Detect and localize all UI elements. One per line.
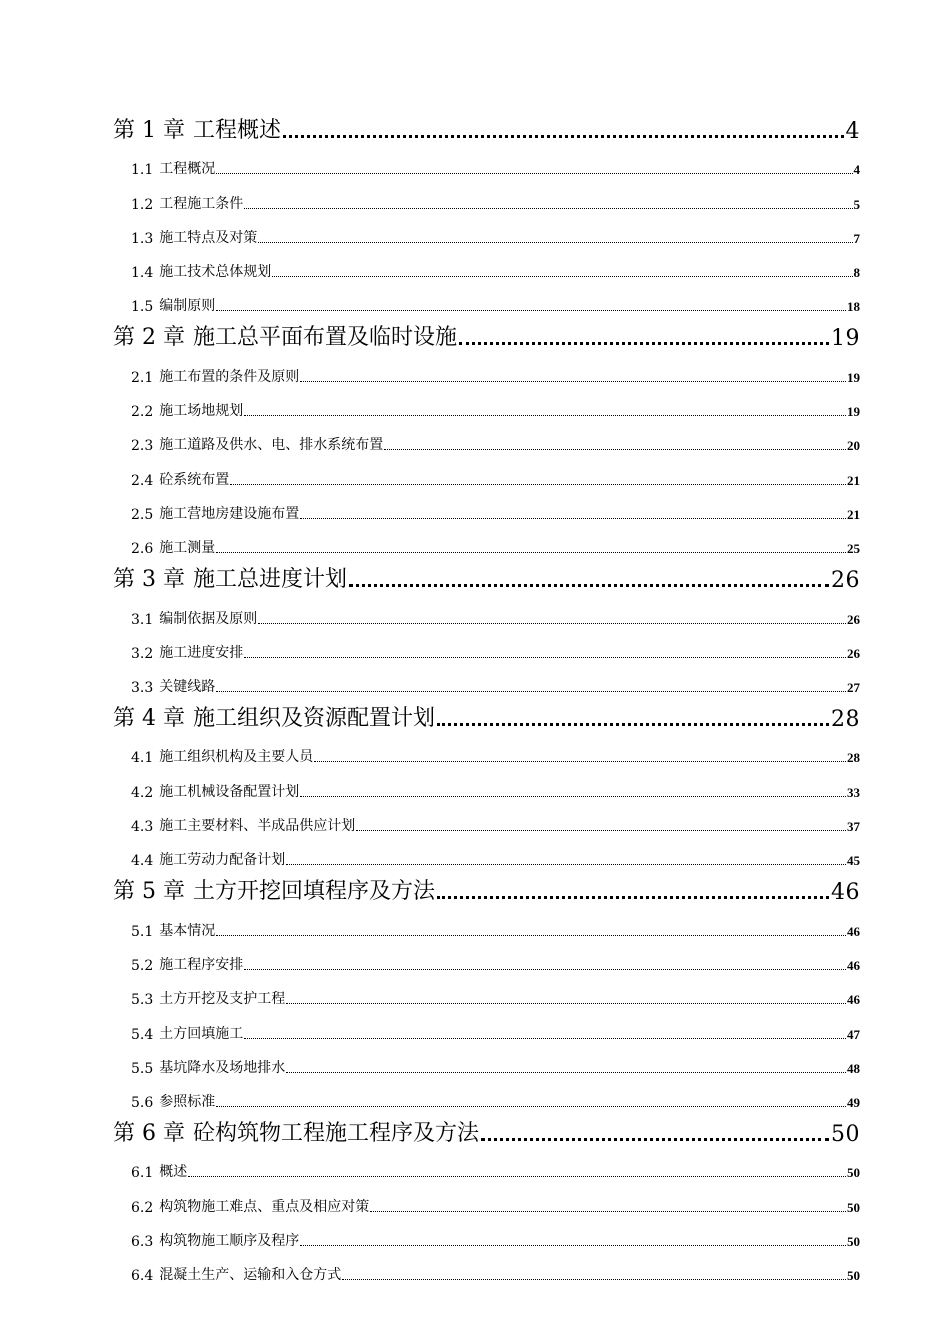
- section-title: 概述: [159, 1164, 188, 1181]
- chapter-title: 土方开挖回填程序及方法: [192, 879, 435, 905]
- page-number: 45: [847, 853, 860, 869]
- dot-leader: [356, 824, 846, 831]
- page-number: 26: [847, 645, 860, 661]
- toc-chapter-entry[interactable]: [113, 557, 860, 593]
- page-number: 26: [831, 568, 860, 594]
- page-number: 33: [847, 784, 860, 800]
- toc-section-entry[interactable]: [113, 1077, 860, 1111]
- page-number: 47: [847, 1026, 860, 1042]
- toc-section-entry[interactable]: [113, 144, 860, 178]
- section-number: 5.3: [131, 992, 154, 1009]
- section-number: 5.1: [131, 923, 154, 940]
- section-title: 施工道路及供水、电、排水系统布置: [159, 437, 384, 454]
- dot-leader: [459, 332, 829, 345]
- chapter-title: 施工总进度计划: [192, 567, 347, 593]
- dot-leader: [258, 617, 846, 624]
- toc-chapter-entry[interactable]: [113, 108, 860, 144]
- section-number: 1.5: [131, 299, 154, 316]
- toc-section-entry[interactable]: [113, 905, 860, 939]
- section-number: 4.1: [131, 750, 154, 767]
- section-title: 工程施工条件: [159, 195, 244, 212]
- toc-chapter-entry[interactable]: [113, 315, 860, 351]
- dot-leader: [437, 886, 829, 899]
- section-title: 施工特点及对策: [159, 229, 258, 246]
- dot-leader: [216, 304, 846, 311]
- page-number: 18: [847, 299, 860, 315]
- toc-section-entry[interactable]: [113, 281, 860, 315]
- dot-leader: [188, 1170, 846, 1177]
- toc-section-entry[interactable]: [113, 1250, 860, 1284]
- page-number: 19: [831, 326, 860, 352]
- chapter-title: 砼构筑物工程施工程序及方法: [192, 1121, 479, 1147]
- toc-section-entry[interactable]: [113, 801, 860, 835]
- section-number: 5.4: [131, 1026, 154, 1043]
- section-number: 5.2: [131, 957, 154, 974]
- toc-chapter-entry[interactable]: [113, 869, 860, 905]
- toc-section-entry[interactable]: [113, 1216, 860, 1250]
- toc-chapter-entry[interactable]: [113, 696, 860, 732]
- chapter-title: 施工总平面布置及临时设施: [192, 325, 457, 351]
- page-number: 28: [831, 707, 860, 733]
- dot-leader: [300, 375, 846, 382]
- toc-section-entry[interactable]: [113, 247, 860, 281]
- page-number: 50: [847, 1234, 860, 1250]
- dot-leader: [216, 167, 852, 174]
- section-title: 施工测量: [159, 540, 216, 557]
- chapter-label: 第 3 章: [113, 567, 185, 593]
- section-title: 施工劳动力配备计划: [159, 852, 286, 869]
- section-number: 6.2: [131, 1199, 154, 1216]
- section-title: 参照标准: [159, 1094, 216, 1111]
- toc-section-entry[interactable]: [113, 213, 860, 247]
- toc-section-entry[interactable]: [113, 386, 860, 420]
- section-title: 基坑降水及场地排水: [159, 1059, 286, 1076]
- dot-leader: [244, 963, 846, 970]
- section-number: 2.6: [131, 541, 154, 558]
- dot-leader: [286, 997, 846, 1004]
- dot-leader: [314, 755, 846, 762]
- page-number: 5: [853, 196, 860, 212]
- page-number: 25: [847, 541, 860, 557]
- toc-section-entry[interactable]: [113, 523, 860, 557]
- toc-section-entry[interactable]: [113, 420, 860, 454]
- dot-leader: [370, 1205, 846, 1212]
- page-number: 21: [847, 472, 860, 488]
- section-title: 土方回填施工: [159, 1025, 244, 1042]
- toc-section-entry[interactable]: [113, 974, 860, 1008]
- dot-leader: [342, 1273, 846, 1280]
- dot-leader: [258, 236, 852, 243]
- toc-section-entry[interactable]: [113, 835, 860, 869]
- section-title: 关键线路: [159, 679, 216, 696]
- page-number: 48: [847, 1060, 860, 1076]
- page-number: 50: [847, 1199, 860, 1215]
- section-title: 编制依据及原则: [159, 610, 258, 627]
- page-number: 50: [847, 1268, 860, 1284]
- dot-leader: [216, 685, 846, 692]
- page-number: 37: [847, 819, 860, 835]
- section-title: 基本情况: [159, 922, 216, 939]
- page-number: 19: [847, 369, 860, 385]
- dot-leader: [283, 125, 844, 138]
- section-title: 构筑物施工难点、重点及相应对策: [159, 1198, 370, 1215]
- dot-leader: [244, 202, 852, 209]
- section-title: 施工程序安排: [159, 956, 244, 973]
- dot-leader: [286, 1066, 846, 1073]
- page-number: 7: [853, 230, 860, 246]
- toc-section-entry[interactable]: [113, 1181, 860, 1215]
- section-title: 编制原则: [159, 298, 216, 315]
- dot-leader: [349, 574, 829, 587]
- dot-leader: [216, 1100, 846, 1107]
- toc-section-entry[interactable]: [113, 351, 860, 385]
- toc-section-entry[interactable]: [113, 454, 860, 488]
- page-number: 21: [847, 506, 860, 522]
- section-title: 施工布置的条件及原则: [159, 368, 300, 385]
- dot-leader: [384, 443, 846, 450]
- dot-leader: [300, 1239, 846, 1246]
- section-title: 混凝土生产、运输和入仓方式: [159, 1267, 342, 1284]
- section-number: 3.3: [131, 680, 154, 697]
- dot-leader: [230, 478, 846, 485]
- toc-section-entry[interactable]: [113, 489, 860, 523]
- toc-chapter-entry[interactable]: [113, 1111, 860, 1147]
- dot-leader: [244, 409, 846, 416]
- section-number: 2.3: [131, 438, 154, 455]
- chapter-title: 工程概述: [192, 118, 281, 143]
- section-number: 5.6: [131, 1095, 154, 1112]
- toc-section-entry[interactable]: [113, 732, 860, 766]
- section-number: 2.1: [131, 369, 154, 386]
- section-number: 4.2: [131, 784, 154, 801]
- section-title: 施工营地房建设施布置: [159, 505, 300, 522]
- page-number: 8: [853, 265, 860, 281]
- section-number: 2.4: [131, 472, 154, 489]
- section-title: 施工机械设备配置计划: [159, 783, 300, 800]
- page-number: 27: [847, 680, 860, 696]
- section-number: 3.1: [131, 611, 154, 628]
- page-number: 46: [847, 957, 860, 973]
- section-number: 2.2: [131, 404, 154, 421]
- page-number: 46: [847, 923, 860, 939]
- page-number: 46: [847, 992, 860, 1008]
- section-number: 1.2: [131, 196, 154, 213]
- section-number: 6.1: [131, 1165, 154, 1182]
- section-number: 4.3: [131, 819, 154, 836]
- page-number: 19: [847, 404, 860, 420]
- page-number: 4: [853, 162, 860, 178]
- chapter-label: 第 5 章: [113, 879, 185, 905]
- dot-leader: [300, 512, 846, 519]
- section-number: 1.4: [131, 265, 154, 282]
- page-number: 50: [831, 1122, 860, 1148]
- page-number: 46: [831, 880, 860, 906]
- dot-leader: [216, 546, 846, 553]
- chapter-label: 第 2 章: [113, 325, 185, 351]
- dot-leader: [244, 651, 846, 658]
- section-number: 6.4: [131, 1268, 154, 1285]
- section-number: 3.2: [131, 645, 154, 662]
- section-number: 6.3: [131, 1234, 154, 1251]
- page-number: 50: [847, 1165, 860, 1181]
- dot-leader: [272, 270, 852, 277]
- section-title: 砼系统布置: [159, 471, 230, 488]
- chapter-label: 第 1 章: [113, 118, 185, 143]
- dot-leader: [216, 929, 846, 936]
- chapter-label: 第 4 章: [113, 706, 185, 732]
- toc-section-entry[interactable]: [113, 662, 860, 696]
- toc-section-entry[interactable]: [113, 1147, 860, 1181]
- toc-section-entry[interactable]: [113, 628, 860, 662]
- dot-leader: [437, 713, 829, 726]
- chapter-title: 施工组织及资源配置计划: [192, 706, 435, 732]
- toc-section-entry[interactable]: [113, 766, 860, 800]
- section-number: 1.1: [131, 162, 154, 179]
- section-number: 1.3: [131, 230, 154, 247]
- toc-section-entry[interactable]: [113, 940, 860, 974]
- dot-leader: [300, 790, 846, 797]
- section-title: 施工技术总体规划: [159, 264, 272, 281]
- section-title: 施工进度安排: [159, 644, 244, 661]
- section-title: 施工主要材料、半成品供应计划: [159, 818, 356, 835]
- section-title: 施工场地规划: [159, 403, 244, 420]
- section-number: 5.5: [131, 1060, 154, 1077]
- page-number: 20: [847, 438, 860, 454]
- dot-leader: [244, 1032, 846, 1039]
- table-of-contents: [113, 108, 860, 1284]
- section-title: 土方开挖及支护工程: [159, 991, 286, 1008]
- section-title: 施工组织机构及主要人员: [159, 749, 314, 766]
- section-number: 4.4: [131, 853, 154, 870]
- toc-section-entry[interactable]: [113, 1008, 860, 1042]
- dot-leader: [286, 858, 846, 865]
- page-number: 4: [845, 119, 860, 144]
- toc-section-entry[interactable]: [113, 178, 860, 212]
- chapter-label: 第 6 章: [113, 1121, 185, 1147]
- dot-leader: [481, 1128, 829, 1141]
- page-number: 26: [847, 611, 860, 627]
- section-title: 工程概况: [159, 161, 216, 178]
- section-title: 构筑物施工顺序及程序: [159, 1233, 300, 1250]
- toc-section-entry[interactable]: [113, 1043, 860, 1077]
- section-number: 2.5: [131, 506, 154, 523]
- page-number: 28: [847, 750, 860, 766]
- page-number: 49: [847, 1095, 860, 1111]
- toc-section-entry[interactable]: [113, 593, 860, 627]
